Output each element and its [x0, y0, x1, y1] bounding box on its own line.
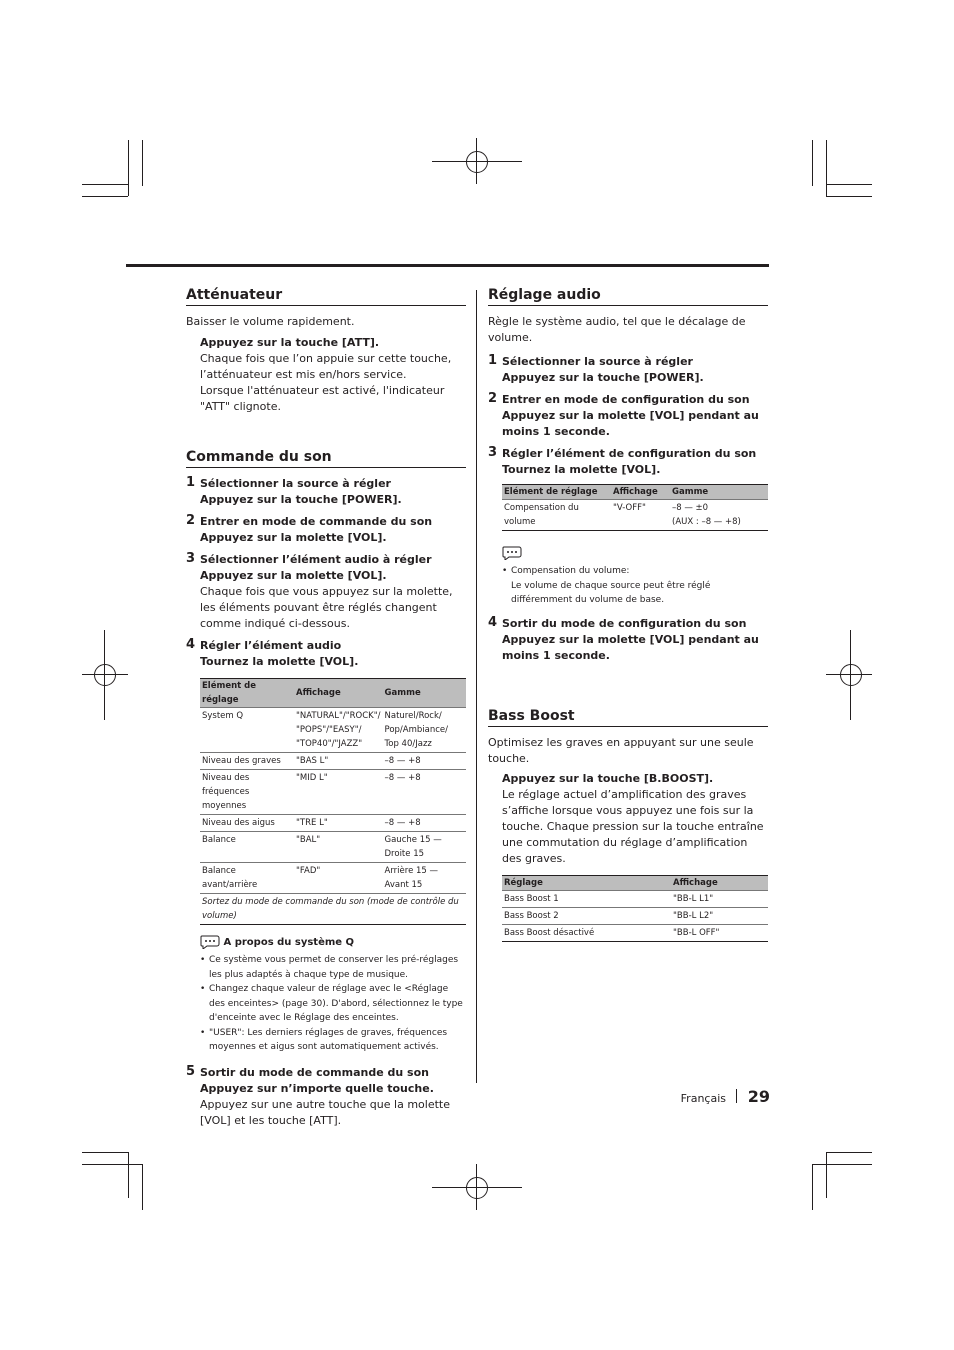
- audio-setup-table: [502, 484, 768, 531]
- step-action: Appuyez sur la molette [VOL].: [200, 569, 387, 582]
- table-cell: "MID L": [294, 770, 383, 815]
- header-rule: [126, 264, 769, 267]
- step-title: Entrer en mode de configuration du son: [502, 393, 750, 406]
- crop-mark: [82, 184, 128, 185]
- sound-control-table: [200, 678, 466, 925]
- table-row: [200, 894, 466, 925]
- step-number: 1: [186, 475, 196, 490]
- attenuateur-intro: Baisser le volume rapidement.: [186, 315, 355, 328]
- crop-mark: [826, 1152, 827, 1198]
- table-cell: Gauche 15 — Droite 15: [383, 832, 466, 863]
- table-cell: Naturel/Rock/ Pop/Ambiance/ Top 40/Jazz: [383, 708, 466, 753]
- step-title: Régler l’élément de configuration du son: [502, 447, 757, 460]
- step-item: [186, 1065, 466, 1129]
- table-row: [200, 832, 466, 863]
- note-label: Compensation du volume:: [511, 566, 630, 576]
- crop-mark: [128, 140, 129, 196]
- table-header: Réglage: [502, 875, 671, 890]
- step-action: Tournez la molette [VOL].: [502, 463, 661, 476]
- crop-mark: [826, 184, 872, 185]
- step-title: Sélectionner la source à régler: [200, 477, 391, 490]
- step-number: 4: [488, 614, 498, 630]
- table-cell: "BB-L L1": [671, 890, 768, 907]
- note-list: [502, 564, 768, 608]
- bass-action: Appuyez sur la touche [B.BOOST].: [502, 771, 714, 785]
- note-list: [200, 953, 466, 1055]
- step-number: 3: [488, 445, 498, 460]
- table-header: Affichage: [294, 679, 383, 708]
- step-title: Sortir du mode de commande du son: [200, 1065, 429, 1079]
- table-cell: Balance avant/arrière: [200, 863, 294, 894]
- step-action: Appuyez sur la molette [VOL] pendant au moins 1 seconde.: [502, 632, 759, 662]
- table-row: [200, 815, 466, 832]
- crop-mark: [82, 1164, 142, 1165]
- attenuateur-action: Appuyez sur la touche [ATT].: [200, 336, 380, 349]
- table-header: Affichage: [671, 875, 768, 890]
- page-footer: [660, 1087, 770, 1109]
- step-title: Régler l’élément audio: [200, 639, 342, 652]
- column-divider: [476, 290, 477, 1083]
- step-item: [186, 514, 466, 546]
- section-title-attenuateur: Atténuateur: [186, 287, 466, 306]
- crop-mark: [812, 1164, 872, 1165]
- step-number: 2: [186, 513, 196, 528]
- registration-circle: [466, 1177, 488, 1199]
- right-column: [488, 287, 768, 942]
- table-row: [502, 500, 768, 531]
- table-cell: System Q: [200, 708, 294, 753]
- table-cell: Niveau des fréquences moyennes: [200, 770, 294, 815]
- step-number: 1: [488, 353, 498, 368]
- section-title-commande: Commande du son: [186, 449, 466, 468]
- step-number: 2: [488, 391, 498, 406]
- table-cell: "BAL": [294, 832, 383, 863]
- section-title-reglage: Réglage audio: [488, 287, 768, 306]
- table-footnote: Sortez du mode de commande du son (mode de contrôle du volume): [200, 894, 466, 925]
- note-heading: [200, 935, 466, 949]
- step-action: Appuyez sur la molette [VOL] pendant au moins 1 seconde.: [502, 409, 759, 438]
- note-item: • Changez chaque valeur de réglage avec le <Réglage des enceintes> (page 30). D'abord, sélectionnez le type d'enceinte avec le Réglage des enceintes.: [200, 982, 466, 1026]
- step-item: [186, 638, 466, 670]
- step-item: [488, 616, 768, 664]
- table-cell: "FAD": [294, 863, 383, 894]
- table-cell: –8 — +8: [383, 770, 466, 815]
- crop-mark: [128, 1152, 129, 1198]
- note-item: • Ce système vous permet de conserver les pré-réglages les plus adaptés à chaque type de musique.: [200, 953, 466, 982]
- bass-boost-table: [502, 875, 768, 942]
- crop-mark: [82, 196, 128, 197]
- table-cell: Compensation du volume: [502, 500, 611, 531]
- crop-mark: [82, 1152, 128, 1153]
- crop-mark: [812, 1164, 813, 1210]
- step-item: [488, 392, 768, 440]
- range-aux-value: (AUX : –8 — +8): [672, 517, 741, 527]
- bass-desc: Le réglage actuel d’amplification des graves s’affiche lorsque vous appuyez une fois sur la touche. Chaque pression sur la touche entraîne une commutation du réglage d’amplification des graves.: [502, 787, 764, 865]
- table-cell: "NATURAL"/"ROCK"/ "POPS"/"EASY"/ "TOP40"/"JAZZ": [294, 708, 383, 753]
- registration-circle: [466, 151, 488, 173]
- step-item: [186, 476, 466, 508]
- step-number: 3: [186, 551, 196, 566]
- step-item: [488, 446, 768, 478]
- step-action: Tournez la molette [VOL].: [200, 655, 359, 668]
- step-action: Appuyez sur la touche [POWER].: [502, 371, 704, 384]
- table-cell: [670, 500, 768, 531]
- table-header: Gamme: [670, 485, 768, 500]
- table-cell: "BAS L": [294, 753, 383, 770]
- table-header: Gamme: [383, 679, 466, 708]
- table-cell: "TRE L": [294, 815, 383, 832]
- table-row: [502, 924, 768, 941]
- table-cell: Bass Boost 2: [502, 907, 671, 924]
- table-row: [200, 863, 466, 894]
- note-icon: [502, 545, 522, 559]
- crop-mark: [826, 140, 827, 196]
- step-action: Appuyez sur la molette [VOL].: [200, 531, 387, 544]
- crop-mark: [826, 1152, 872, 1153]
- step-item: [488, 354, 768, 386]
- table-row: [502, 907, 768, 924]
- table-cell: "V-OFF": [611, 500, 670, 531]
- attenuateur-desc: Chaque fois que l’on appuie sur cette touche, l’atténuateur est mis en/hors service.: [200, 352, 452, 381]
- step-number: 5: [186, 1063, 196, 1079]
- table-cell: "BB-L L2": [671, 907, 768, 924]
- language-label: Français: [680, 1092, 726, 1105]
- table-cell: Bass Boost 1: [502, 890, 671, 907]
- note-item: • "USER": Les derniers réglages de graves, fréquences moyennes et aigus sont automatiquement activés.: [200, 1026, 466, 1055]
- note-title: A propos du système Q: [223, 937, 355, 948]
- crop-mark: [812, 140, 813, 186]
- reglage-intro: Règle le système audio, tel que le décalage de volume.: [488, 315, 746, 344]
- step-action: Appuyez sur n’importe quelle touche.: [200, 1081, 434, 1095]
- note-item: [502, 564, 768, 608]
- crop-mark: [142, 1164, 143, 1210]
- left-column: [186, 287, 466, 1129]
- table-header: Affichage: [611, 485, 670, 500]
- table-cell: "BB-L OFF": [671, 924, 768, 941]
- step-title: Entrer en mode de commande du son: [200, 515, 433, 528]
- step-desc: Appuyez sur une autre touche que la molette [VOL] et les touche [ATT].: [200, 1097, 450, 1127]
- attenuateur-desc: Lorsque l'atténuateur est activé, l'indicateur "ATT" clignote.: [200, 384, 445, 413]
- note-icon: [200, 935, 220, 949]
- table-cell: Bass Boost désactivé: [502, 924, 671, 941]
- note-text: Le volume de chaque source peut être réglé différemment du volume de base.: [511, 580, 711, 605]
- table-cell: Niveau des graves: [200, 753, 294, 770]
- registration-circle: [94, 664, 116, 686]
- table-header: Elément de réglage: [200, 679, 294, 708]
- table-row: [200, 753, 466, 770]
- crop-mark: [142, 140, 143, 186]
- crop-mark: [826, 196, 872, 197]
- bass-intro: Optimisez les graves en appuyant sur une seule touche.: [488, 735, 754, 765]
- table-cell: –8 — +8: [383, 815, 466, 832]
- footer-separator: [736, 1089, 737, 1103]
- table-row: [200, 770, 466, 815]
- step-item: [186, 552, 466, 632]
- table-row: [200, 708, 466, 753]
- note-heading: [502, 541, 768, 560]
- table-header: Elément de réglage: [502, 485, 611, 500]
- section-title-bass-boost: Bass Boost: [488, 708, 768, 727]
- step-title: Sortir du mode de configuration du son: [502, 616, 747, 630]
- table-cell: Arrière 15 — Avant 15: [383, 863, 466, 894]
- table-cell: Niveau des aigus: [200, 815, 294, 832]
- page-number: 29: [747, 1087, 770, 1106]
- step-title: Sélectionner la source à régler: [502, 355, 693, 368]
- step-desc: Chaque fois que vous appuyez sur la molette, les éléments pouvant être réglés changent comme indiqué ci-dessous.: [200, 585, 453, 630]
- range-value: –8 — ±0: [672, 503, 709, 513]
- step-action: Appuyez sur la touche [POWER].: [200, 493, 402, 506]
- table-cell: –8 — +8: [383, 753, 466, 770]
- table-row: [502, 890, 768, 907]
- table-cell: Balance: [200, 832, 294, 863]
- step-number: 4: [186, 637, 196, 652]
- registration-circle: [840, 664, 862, 686]
- step-title: Sélectionner l’élément audio à régler: [200, 553, 432, 566]
